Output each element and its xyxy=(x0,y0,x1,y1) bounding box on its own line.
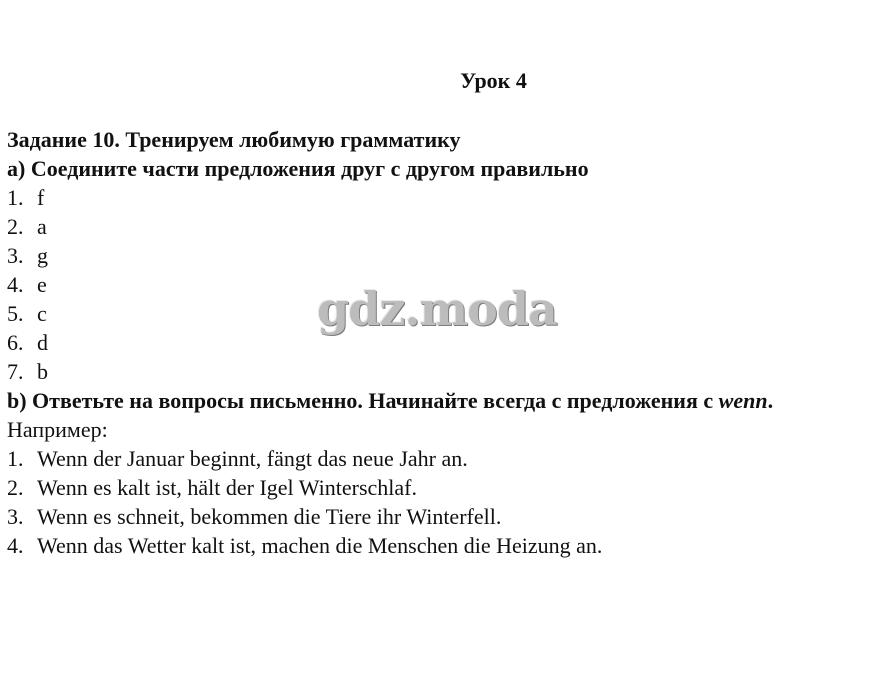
sentence-text: Wenn es kalt ist, hält der Igel Winterschlaf. xyxy=(37,475,417,500)
part-b-heading-italic: wenn xyxy=(718,388,768,413)
answer-item xyxy=(7,357,885,386)
answer-number: 3. xyxy=(7,243,24,268)
sentence-item xyxy=(7,473,885,502)
example-label: Например: xyxy=(7,417,108,442)
sentence-text: Wenn das Wetter kalt ist, machen die Menschen die Heizung an. xyxy=(37,533,603,558)
sentence-number: 2. xyxy=(7,475,24,500)
answer-number: 4. xyxy=(7,272,24,297)
answer-letter: a xyxy=(37,214,47,239)
part-b-heading-text: b) Ответьте на вопросы письменно. Начинайте всегда с предложения с xyxy=(7,388,719,413)
sentence-item xyxy=(7,444,885,473)
watermark: gdz.moda xyxy=(317,282,557,336)
answer-number: 1. xyxy=(7,185,24,210)
sentence-number: 1. xyxy=(7,446,24,471)
answer-letter: d xyxy=(37,330,48,355)
answer-letter: g xyxy=(37,243,48,268)
answer-item xyxy=(7,212,885,241)
sentence-number: 3. xyxy=(7,504,24,529)
answer-number: 7. xyxy=(7,359,24,384)
task-content xyxy=(7,125,885,560)
sentence-text: Wenn es schneit, bekommen die Tiere ihr Winterfell. xyxy=(37,504,502,529)
lesson-title: Урок 4 xyxy=(460,68,527,93)
answer-item xyxy=(7,241,885,270)
task-heading: Задание 10. Тренируем любимую грамматику xyxy=(7,127,461,152)
sentence-item xyxy=(7,531,885,560)
answer-number: 6. xyxy=(7,330,24,355)
sentence-number: 4. xyxy=(7,533,24,558)
answer-letter: e xyxy=(37,272,47,297)
answer-item xyxy=(7,183,885,212)
answer-letter: f xyxy=(37,185,45,210)
part-b-heading-end: . xyxy=(767,388,774,413)
answer-letter: b xyxy=(37,359,48,384)
answer-number: 2. xyxy=(7,214,24,239)
answer-letter: c xyxy=(37,301,47,326)
sentence-item xyxy=(7,502,885,531)
part-a-heading: a) Соедините части предложения друг с другом правильно xyxy=(7,156,589,181)
answer-number: 5. xyxy=(7,301,24,326)
part-b-heading xyxy=(7,386,885,415)
sentence-text: Wenn der Januar beginnt, fängt das neue Jahr an. xyxy=(37,446,468,471)
